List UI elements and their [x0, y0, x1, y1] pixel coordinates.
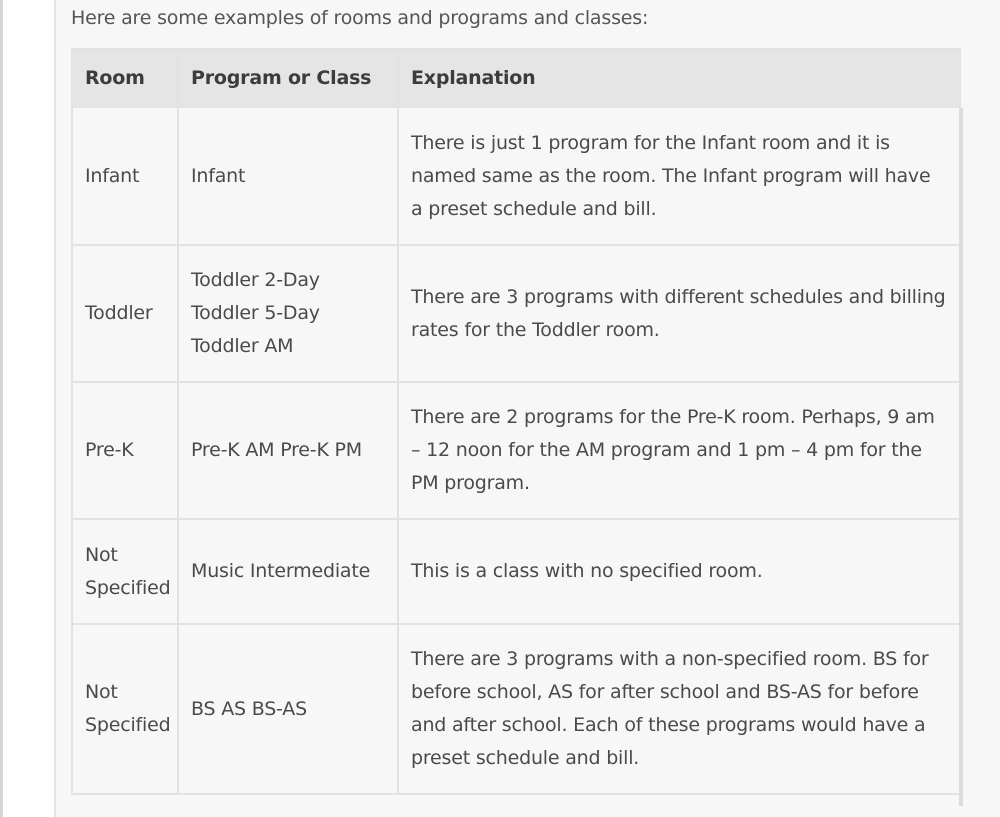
program-name: Toddler 5-Day [191, 302, 320, 324]
side-margin [3, 0, 56, 817]
article-content [56, 0, 1000, 817]
program-name: Infant [191, 164, 246, 187]
cell-explanation: There is just 1 program for the Infant room and it is named same as the room. The Infant program will have a preset schedule and bill. [398, 107, 960, 245]
program-name: Pre-K AM Pre-K PM [191, 439, 363, 461]
cell-program [178, 624, 398, 794]
rooms-programs-table [71, 48, 961, 795]
cell-program [178, 382, 398, 519]
program-name: Music Intermediate [191, 560, 371, 582]
rooms-programs-table-wrapper [71, 48, 963, 795]
cell-room: Pre-K [72, 382, 178, 519]
table-scrollbar[interactable] [959, 108, 963, 806]
table-row [72, 107, 960, 245]
cell-room: Toddler [72, 245, 178, 382]
header-explanation: Explanation [398, 49, 960, 107]
cell-program [178, 245, 398, 382]
cell-room: Not Specified [72, 624, 178, 794]
cell-program [178, 519, 398, 624]
table-row [72, 245, 960, 382]
table-row [72, 519, 960, 624]
cell-room: Not Specified [72, 519, 178, 624]
table-header-row [72, 49, 960, 107]
header-program: Program or Class [178, 49, 398, 107]
program-name: BS AS BS-AS [191, 697, 307, 720]
cell-program [178, 107, 398, 245]
table-row [72, 382, 960, 519]
cell-explanation: This is a class with no specified room. [398, 519, 960, 624]
program-name: Toddler AM [191, 335, 294, 357]
program-name: Toddler 2-Day [191, 269, 320, 291]
header-room: Room [72, 49, 178, 107]
cell-explanation: There are 2 programs for the Pre-K room. Perhaps, 9 am – 12 noon for the AM program and 1 pm – 4 pm for the PM program. [398, 382, 960, 519]
table-row [72, 624, 960, 794]
cell-room: Infant [72, 107, 178, 245]
cell-explanation: There are 3 programs with different schedules and billing rates for the Toddler room. [398, 245, 960, 382]
cell-explanation: There are 3 programs with a non-specified room. BS for before school, AS for after school and BS-AS for before and after school. Each of these programs would have a preset schedule and bill. [398, 624, 960, 794]
intro-paragraph: Here are some examples of rooms and programs and classes: [71, 7, 649, 29]
